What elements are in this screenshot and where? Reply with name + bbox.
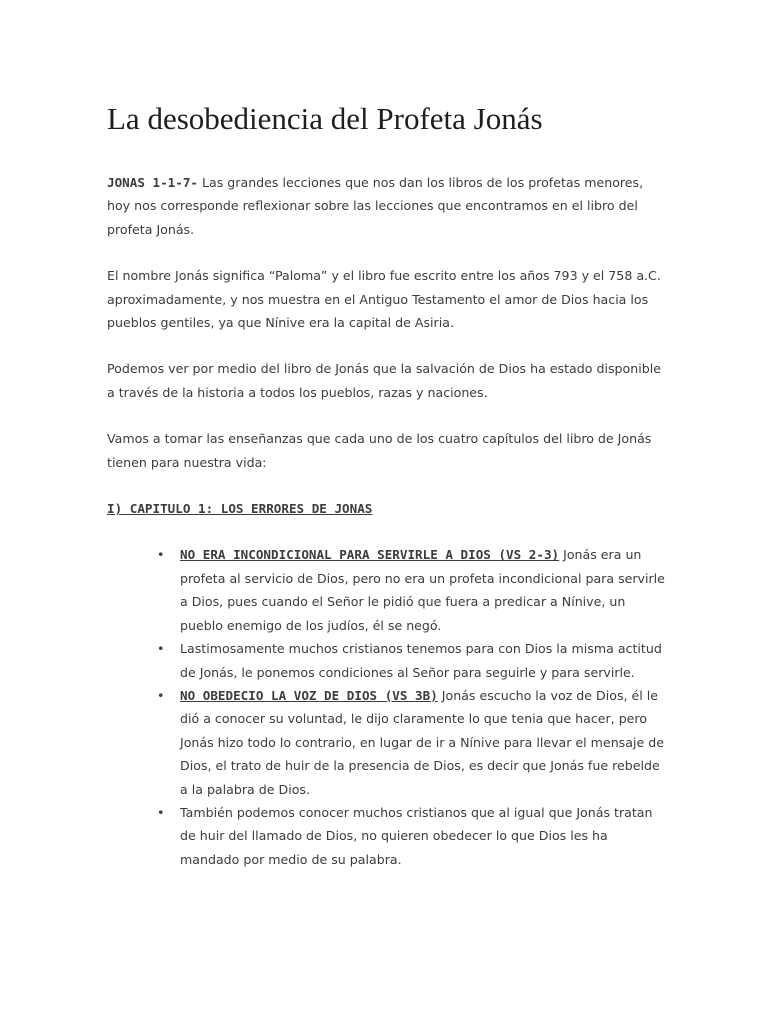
bullet-lead: NO OBEDECIO LA VOZ DE DIOS (VS 3B) <box>180 687 438 703</box>
document-page <box>107 0 667 871</box>
bullet-lead: NO ERA INCONDICIONAL PARA SERVIRLE A DIOS (VS 2-3) <box>180 547 560 563</box>
bullet-icon: • <box>157 804 165 820</box>
intro-paragraph <box>107 171 667 241</box>
bullet-text: También podemos conocer muchos cristianos que al igual que Jonás tratan de huir del llamado de Dios, no quieren obedecer lo que Dios les ha mandado por medio de su palabra. <box>180 804 653 867</box>
bullet-text: Jonás escucho la voz de Dios, él le dió a conocer su voluntad, le dijo claramente lo que tenia que hacer, pero Jonás hizo todo lo contrario, en lugar de ir a Nínive para llevar el mensaje de Dios, el trato de huir de la presencia de Dios, es decir que Jonás fue rebelde a la palabra de Dios. <box>180 687 664 797</box>
paragraph-salvation: Podemos ver por medio del libro de Jonás que la salvación de Dios ha estado disponible a través de la historia a todos los pueblos, razas y naciones. <box>107 361 661 400</box>
list-item <box>157 543 667 637</box>
bullet-icon: • <box>157 547 165 563</box>
bullet-icon: • <box>157 641 165 657</box>
bullet-text: Jonás era un profeta al servicio de Dios, pero no era un profeta incondicional para servirle a Dios, pues cuando el Señor le pidió que fuera a predicar a Nínive, un pueblo enemigo de los judíos, él se negó. <box>180 547 665 633</box>
section-heading: I) CAPITULO 1: LOS ERRORES DE JONAS <box>107 501 373 517</box>
intro-text: Las grandes lecciones que nos dan los libros de los profetas menores, hoy nos corresponde reflexionar sobre las lecciones que encontramos en el libro del profeta Jonás. <box>107 175 644 237</box>
list-item <box>157 637 667 684</box>
paragraph-name-meaning: El nombre Jonás significa “Paloma” y el libro fue escrito entre los años 793 y el 758 a.C. aproximadamente, y nos muestra en el Antiguo Testamento el amor de Dios hacia los pueblos gentiles, ya que Nínive era la capital de Asiria. <box>107 268 661 331</box>
list-item <box>157 684 667 801</box>
intro-lead: JONAS 1-1-7- <box>107 175 198 190</box>
paragraph-chapters: Vamos a tomar las enseñanzas que cada uno de los cuatro capítulos del libro de Jonás tienen para nuestra vida: <box>107 431 652 470</box>
bullet-icon: • <box>157 687 165 703</box>
bullet-list <box>107 543 667 871</box>
document-title: La desobediencia del Profeta Jonás <box>107 101 543 136</box>
list-item <box>157 801 667 871</box>
bullet-text: Lastimosamente muchos cristianos tenemos para con Dios la misma actitud de Jonás, le ponemos condiciones al Señor para seguirle y para servirle. <box>180 641 662 680</box>
